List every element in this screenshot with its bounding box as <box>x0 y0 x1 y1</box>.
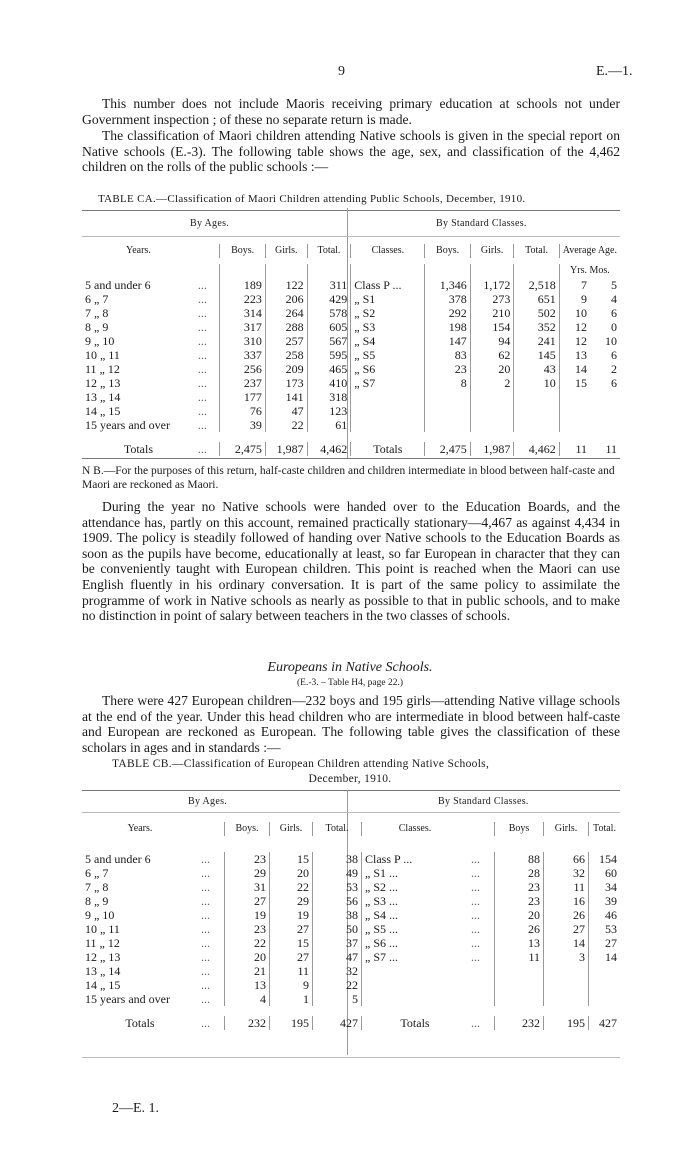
leader-dots: ... <box>471 908 480 922</box>
leader-dots: ... <box>201 992 210 1006</box>
class-total-cell: 154 <box>589 852 621 866</box>
avg-months-cell: 2 <box>611 362 617 376</box>
leader-dots: ... <box>471 852 480 866</box>
class-girls-cell: 20 <box>470 362 514 376</box>
years-cell: 14 „ 15 <box>85 978 121 992</box>
class-cell: „ S3 <box>351 320 425 334</box>
class-girls-cell: 32 <box>544 866 589 880</box>
class-total-cell: 241 <box>514 334 559 348</box>
class-boys-cell: 20 <box>495 908 544 922</box>
th-c-girls: Girls. <box>544 822 589 836</box>
leader-dots: ... <box>201 922 210 936</box>
leader-dots: ... <box>197 348 207 362</box>
table-row <box>82 936 620 950</box>
avg-months-cell: 5 <box>611 278 617 292</box>
girls-cell: 257 <box>265 334 307 348</box>
boys-cell: 39 <box>220 418 265 432</box>
class-cell: Class P ... <box>351 278 425 292</box>
girls-cell: 27 <box>270 950 313 964</box>
table-cb-top-rule <box>82 790 620 791</box>
totals-total: 427 <box>313 1016 362 1030</box>
table-row <box>82 978 620 992</box>
avg-years-cell: 10 <box>559 306 590 320</box>
leader-dots: ... <box>201 978 210 992</box>
avg-months-cell: 4 <box>611 292 617 306</box>
class-girls-cell: 26 <box>544 908 589 922</box>
class-cell: „ S3 ... <box>362 894 469 908</box>
girls-cell: 264 <box>265 306 307 320</box>
class-total-cell: 14 <box>589 950 621 964</box>
total-cell: 123 <box>307 404 351 418</box>
boys-cell: 29 <box>225 866 270 880</box>
class-girls-cell: 66 <box>544 852 589 866</box>
avg-months-cell: 0 <box>611 320 617 334</box>
leader-dots: ... <box>471 880 480 894</box>
girls-cell: 288 <box>265 320 307 334</box>
total-cell: 578 <box>307 306 351 320</box>
totals-c-total: 4,462 <box>514 442 559 456</box>
leader-dots: ... <box>197 292 207 306</box>
th-c-boys: Boys <box>495 822 544 836</box>
years-cell: 6 „ 7 <box>85 292 109 306</box>
table-row <box>82 880 620 894</box>
table-cb-bottom-rule <box>82 1057 620 1058</box>
class-boys-cell: 28 <box>495 866 544 880</box>
class-boys-cell: 23 <box>495 880 544 894</box>
avg-months-cell: 6 <box>611 348 617 362</box>
th-boys: Boys. <box>220 244 265 258</box>
total-cell: 47 <box>313 950 362 964</box>
leader-dots: ... <box>471 894 480 908</box>
table-row <box>82 390 620 404</box>
girls-cell: 9 <box>270 978 313 992</box>
total-cell: 32 <box>313 964 362 978</box>
table-cb-caption-1: TABLE CB.—Classification of European Children attending Native Schools, <box>112 758 490 770</box>
boys-cell: 314 <box>220 306 265 320</box>
th-c-girls: Girls. <box>470 244 514 258</box>
boys-cell: 22 <box>225 936 270 950</box>
footer-signature: 2—E. 1. <box>112 1101 160 1116</box>
boys-cell: 76 <box>220 404 265 418</box>
table-cb-caption-2: December, 1910. <box>308 773 392 785</box>
boys-cell: 21 <box>225 964 270 978</box>
avg-years-cell: 9 <box>559 292 590 306</box>
table-ca <box>82 244 620 456</box>
table-row <box>82 334 620 348</box>
totals-c-boys: 232 <box>495 1016 544 1030</box>
avg-years-cell: 13 <box>559 348 590 362</box>
class-total-cell: 651 <box>514 292 559 306</box>
table-ca-by-ages: By Ages. <box>190 218 230 229</box>
class-girls-cell: 2 <box>470 376 514 390</box>
paragraph-europeans: There were 427 European children—232 boys and 195 girls—attending Native village schools at the end of the year. Under this head children who are intermediate in blood between half-caste and European are reckoned as European. The following table gives the classification of these scholars in ages and in standards :— <box>82 693 620 755</box>
th-total: Total. <box>307 244 351 258</box>
totals-label: Totals <box>123 442 153 456</box>
table-ca-top-rule <box>82 210 620 211</box>
table-ca-by-standard: By Standard Classes. <box>436 218 527 229</box>
totals-girls: 195 <box>270 1016 313 1030</box>
girls-cell: 19 <box>270 908 313 922</box>
total-cell: 53 <box>313 880 362 894</box>
class-cell: „ S6 ... <box>362 936 469 950</box>
years-cell: 13 „ 14 <box>85 964 121 978</box>
years-cell: 5 and under 6 <box>85 852 151 866</box>
class-cell: „ S7 ... <box>362 950 469 964</box>
class-total-cell: 145 <box>514 348 559 362</box>
avg-years-cell: 7 <box>559 278 590 292</box>
leader-dots: ... <box>201 852 210 866</box>
table-row <box>82 922 620 936</box>
years-cell: 15 years and over <box>85 418 170 432</box>
girls-cell: 11 <box>270 964 313 978</box>
table-row <box>82 348 620 362</box>
boys-cell: 310 <box>220 334 265 348</box>
class-cell: Class P ... <box>362 852 469 866</box>
page-number: 9 <box>338 64 345 79</box>
leader-dots: ... <box>197 306 207 320</box>
class-boys-cell: 23 <box>425 362 470 376</box>
leader-dots: ... <box>197 390 207 404</box>
totals-boys: 2,475 <box>220 442 265 456</box>
avg-months-cell: 10 <box>605 334 617 348</box>
table-ca-subrule <box>82 236 620 237</box>
years-cell: 7 „ 8 <box>85 306 109 320</box>
girls-cell: 122 <box>265 278 307 292</box>
class-cell: „ S7 <box>351 376 425 390</box>
girls-cell: 20 <box>270 866 313 880</box>
leader-dots: ... <box>471 936 480 950</box>
leader-dots: ... <box>201 908 210 922</box>
years-cell: 10 „ 11 <box>85 922 120 936</box>
class-boys-cell: 23 <box>495 894 544 908</box>
boys-cell: 317 <box>220 320 265 334</box>
totals-avg-yrs: 11 <box>559 442 590 456</box>
class-boys-cell: 8 <box>425 376 470 390</box>
years-cell: 12 „ 13 <box>85 376 121 390</box>
class-boys-cell: 11 <box>495 950 544 964</box>
total-cell: 410 <box>307 376 351 390</box>
table-row <box>82 306 620 320</box>
class-total-cell: 10 <box>514 376 559 390</box>
class-girls-cell: 94 <box>470 334 514 348</box>
class-girls-cell: 27 <box>544 922 589 936</box>
girls-cell: 22 <box>270 880 313 894</box>
totals-c-girls: 1,987 <box>470 442 514 456</box>
table-row <box>82 292 620 306</box>
class-girls-cell: 210 <box>470 306 514 320</box>
table-row <box>82 964 620 978</box>
boys-cell: 23 <box>225 922 270 936</box>
leader-dots: ... <box>197 278 207 292</box>
class-girls-cell: 11 <box>544 880 589 894</box>
boys-cell: 19 <box>225 908 270 922</box>
th-years: Years. <box>127 823 153 834</box>
class-cell: „ S6 <box>351 362 425 376</box>
total-cell: 38 <box>313 908 362 922</box>
table-row <box>82 894 620 908</box>
years-cell: 7 „ 8 <box>85 880 109 894</box>
class-girls-cell: 14 <box>544 936 589 950</box>
leader-dots: ... <box>197 320 207 334</box>
class-boys-cell: 26 <box>495 922 544 936</box>
table-row <box>82 404 620 418</box>
total-cell: 50 <box>313 922 362 936</box>
total-cell: 61 <box>307 418 351 432</box>
years-cell: 8 „ 9 <box>85 894 109 908</box>
totals-total: 4,462 <box>307 442 351 456</box>
yrs-mos-label: Yrs. Mos. <box>559 264 620 278</box>
paragraph-policy: During the year no Native schools were handed over to the Education Boards, and the attendance has, partly on this account, remained practically stationary—4,467 as against 4,434 in 1909. The policy is steadily followed of handing over Native schools to the Education Boards as soon as the pupils have become, educationally at least, so far European in character that they can be conveniently taught with European children. This point is reached when the Maori can use English fluently in his ordinary conversation. It is part of the same policy to assimilate the programme of work in Native schools as nearly as possible to that in public schools, and to make no distinction in point of salary between teachers in the two classes of schools. <box>82 499 620 624</box>
class-total-cell: 502 <box>514 306 559 320</box>
total-cell: 56 <box>313 894 362 908</box>
totals-girls: 1,987 <box>265 442 307 456</box>
class-boys-cell: 147 <box>425 334 470 348</box>
table-ca-bottom-rule <box>82 458 620 459</box>
leader-dots: ... <box>197 334 207 348</box>
boys-cell: 256 <box>220 362 265 376</box>
avg-years-cell: 12 <box>559 320 590 334</box>
th-avg-age: Average Age. <box>559 244 620 258</box>
boys-cell: 237 <box>220 376 265 390</box>
girls-cell: 15 <box>270 852 313 866</box>
leader-dots: ... <box>197 418 207 432</box>
girls-cell: 29 <box>270 894 313 908</box>
total-cell: 311 <box>307 278 351 292</box>
table-row <box>82 852 620 866</box>
avg-years-cell: 15 <box>559 376 590 390</box>
class-girls-cell: 3 <box>544 950 589 964</box>
table-row <box>82 950 620 964</box>
th-c-total: Total. <box>514 244 559 258</box>
class-total-cell: 39 <box>589 894 621 908</box>
th-girls: Girls. <box>270 822 313 836</box>
totals-avg-mos: 11 <box>605 442 617 456</box>
leader-dots: ... <box>201 894 210 908</box>
total-cell: 465 <box>307 362 351 376</box>
table-row <box>82 908 620 922</box>
boys-cell: 23 <box>225 852 270 866</box>
leader-dots: ... <box>197 376 207 390</box>
table-row <box>82 376 620 390</box>
avg-years-cell: 12 <box>559 334 590 348</box>
yrs-mos-row <box>82 264 620 278</box>
leader-dots: ... <box>471 922 480 936</box>
girls-cell: 47 <box>265 404 307 418</box>
leader-dots: ... <box>197 404 207 418</box>
girls-cell: 141 <box>265 390 307 404</box>
total-cell: 605 <box>307 320 351 334</box>
totals-c-total: 427 <box>589 1016 621 1030</box>
totals-boys: 232 <box>225 1016 270 1030</box>
boys-cell: 4 <box>225 992 270 1006</box>
paragraph-intro-1: This number does not include Maoris receiving primary education at schools not under Government inspection ; of these no separate return is made. <box>82 96 620 127</box>
table-cb-subrule <box>82 812 620 813</box>
total-cell: 595 <box>307 348 351 362</box>
class-cell: „ S1 <box>351 292 425 306</box>
class-boys-cell: 292 <box>425 306 470 320</box>
class-boys-cell: 198 <box>425 320 470 334</box>
table-cb-by-standard: By Standard Classes. <box>438 796 529 807</box>
table-ca-caption: TABLE CA.—Classification of Maori Children attending Public Schools, December, 1910. <box>98 193 526 205</box>
girls-cell: 15 <box>270 936 313 950</box>
avg-months-cell: 6 <box>611 306 617 320</box>
th-boys: Boys. <box>225 822 270 836</box>
years-cell: 14 „ 15 <box>85 404 121 418</box>
boys-cell: 13 <box>225 978 270 992</box>
totals-c-label: Totals <box>362 1016 469 1030</box>
girls-cell: 173 <box>265 376 307 390</box>
class-cell: „ S2 <box>351 306 425 320</box>
boys-cell: 223 <box>220 292 265 306</box>
totals-c-girls: 195 <box>544 1016 589 1030</box>
th-girls: Girls. <box>265 244 307 258</box>
table-cb <box>82 822 620 1030</box>
class-boys-cell: 378 <box>425 292 470 306</box>
years-cell: 9 „ 10 <box>85 908 115 922</box>
totals-label: Totals <box>125 1016 155 1030</box>
table-row <box>82 278 620 292</box>
table-row <box>82 320 620 334</box>
boys-cell: 337 <box>220 348 265 362</box>
class-total-cell: 27 <box>589 936 621 950</box>
total-cell: 49 <box>313 866 362 880</box>
years-cell: 11 „ 12 <box>85 936 120 950</box>
class-total-cell: 352 <box>514 320 559 334</box>
subheading-reference: (E.-3. – Table H4, page 22.) <box>296 678 403 688</box>
class-cell: „ S5 <box>351 348 425 362</box>
girls-cell: 206 <box>265 292 307 306</box>
years-cell: 6 „ 7 <box>85 866 109 880</box>
leader-dots: ... <box>201 866 210 880</box>
table-ca-totals-row: Totals ... 2,475 1,987 4,462 Totals 2,475 1,987 4,462 11 11 <box>82 442 620 456</box>
total-cell: 37 <box>313 936 362 950</box>
girls-cell: 22 <box>265 418 307 432</box>
leader-dots: ... <box>201 936 210 950</box>
class-cell: „ S4 ... <box>362 908 469 922</box>
boys-cell: 20 <box>225 950 270 964</box>
subheading: Europeans in Native Schools. <box>267 660 433 675</box>
table-row <box>82 866 620 880</box>
leader-dots: ... <box>197 362 207 376</box>
th-years: Years. <box>126 245 151 256</box>
class-girls-cell: 62 <box>470 348 514 362</box>
th-c-boys: Boys. <box>425 244 470 258</box>
years-cell: 9 „ 10 <box>85 334 115 348</box>
class-total-cell: 43 <box>514 362 559 376</box>
table-cb-totals-row: Totals ... 232 195 427 Totals ... 232 195 427 <box>82 1016 620 1030</box>
table-row <box>82 362 620 376</box>
class-girls-cell: 16 <box>544 894 589 908</box>
class-cell: „ S2 ... <box>362 880 469 894</box>
total-cell: 318 <box>307 390 351 404</box>
th-classes: Classes. <box>362 822 469 836</box>
boys-cell: 177 <box>220 390 265 404</box>
class-boys-cell: 83 <box>425 348 470 362</box>
table-cb-by-ages: By Ages. <box>188 796 228 807</box>
total-cell: 5 <box>313 992 362 1006</box>
table-row <box>82 418 620 432</box>
girls-cell: 258 <box>265 348 307 362</box>
avg-years-cell: 14 <box>559 362 590 376</box>
class-cell: „ S5 ... <box>362 922 469 936</box>
th-total: Total. <box>313 822 362 836</box>
girls-cell: 27 <box>270 922 313 936</box>
leader-dots: ... <box>471 866 480 880</box>
years-cell: 5 and under 6 <box>85 278 151 292</box>
paragraph-intro-2: The classification of Maori children attending Native schools is given in the special report on Native schools (E.-3). The following table shows the age, sex, and classification of the 4,462 children on the rolls of the public schools :— <box>82 128 620 175</box>
class-girls-cell: 1,172 <box>470 278 514 292</box>
total-cell: 22 <box>313 978 362 992</box>
class-total-cell: 53 <box>589 922 621 936</box>
table-ca-header-row <box>82 244 620 258</box>
boys-cell: 31 <box>225 880 270 894</box>
boys-cell: 189 <box>220 278 265 292</box>
leader-dots: ... <box>201 964 210 978</box>
table-cb-header-row <box>82 822 620 836</box>
total-cell: 38 <box>313 852 362 866</box>
years-cell: 15 years and over <box>85 992 170 1006</box>
years-cell: 13 „ 14 <box>85 390 121 404</box>
leader-dots: ... <box>471 950 480 964</box>
years-cell: 10 „ 11 <box>85 348 120 362</box>
document-reference: E.—1. <box>596 64 633 79</box>
years-cell: 11 „ 12 <box>85 362 120 376</box>
leader-dots: ... <box>201 880 210 894</box>
class-total-cell: 34 <box>589 880 621 894</box>
class-cell: „ S4 <box>351 334 425 348</box>
girls-cell: 1 <box>270 992 313 1006</box>
note: N B.—For the purposes of this return, half-caste children and children intermediate in blood between half-caste and Maori are reckoned as Maori. <box>82 465 615 491</box>
avg-months-cell: 6 <box>611 376 617 390</box>
girls-cell: 209 <box>265 362 307 376</box>
class-girls-cell: 154 <box>470 320 514 334</box>
years-cell: 8 „ 9 <box>85 320 109 334</box>
class-total-cell: 46 <box>589 908 621 922</box>
class-total-cell: 60 <box>589 866 621 880</box>
totals-c-label: Totals <box>351 442 425 456</box>
th-c-total: Total. <box>589 822 621 836</box>
total-cell: 429 <box>307 292 351 306</box>
class-boys-cell: 1,346 <box>425 278 470 292</box>
table-row <box>82 992 620 1006</box>
class-cell: „ S1 ... <box>362 866 469 880</box>
leader-dots: ... <box>201 950 210 964</box>
years-cell: 12 „ 13 <box>85 950 121 964</box>
class-total-cell: 2,518 <box>514 278 559 292</box>
th-classes: Classes. <box>351 244 425 258</box>
class-boys-cell: 88 <box>495 852 544 866</box>
class-girls-cell: 273 <box>470 292 514 306</box>
boys-cell: 27 <box>225 894 270 908</box>
class-boys-cell: 13 <box>495 936 544 950</box>
totals-c-boys: 2,475 <box>425 442 470 456</box>
total-cell: 567 <box>307 334 351 348</box>
